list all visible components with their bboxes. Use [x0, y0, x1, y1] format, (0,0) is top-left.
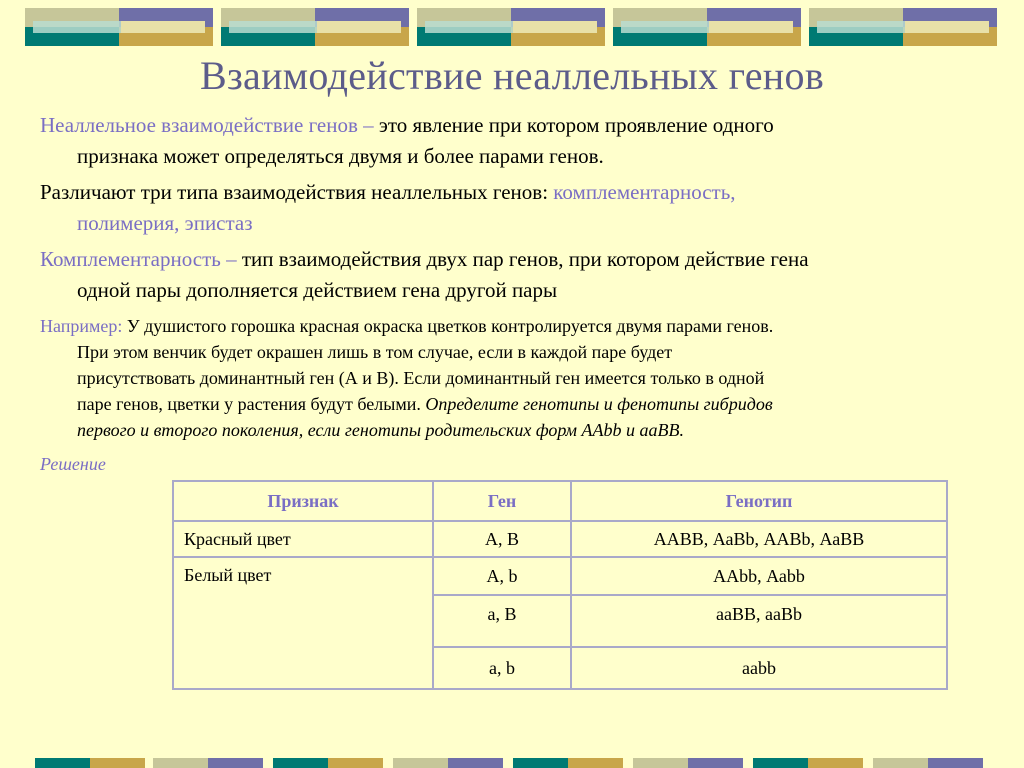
complementarity-text-line1: тип взаимодействия двух пар генов, при котором действие гена	[236, 247, 809, 271]
example-paragraph	[40, 313, 1000, 443]
complementarity-text-line2: одной пары дополняется действием гена другой пары	[77, 278, 558, 302]
types-accent-line2: полимерия, эпистаз	[77, 211, 253, 235]
types-text: Различают три типа взаимодействия неаллельных генов:	[40, 180, 554, 204]
genotype-table	[172, 480, 948, 690]
example-label: Например:	[40, 316, 123, 336]
decor-tile	[221, 8, 409, 46]
types-paragraph	[40, 177, 1000, 239]
definition-term: Неаллельное взаимодействие генов –	[40, 113, 374, 137]
cell-genotype: ааbb	[571, 647, 947, 689]
decor-tile	[809, 8, 997, 46]
complementarity-term: Комплементарность –	[40, 247, 237, 271]
table-header-row	[173, 481, 947, 521]
example-line1: У душистого горошка красная окраска цветков контролируется двумя парами генов.	[122, 316, 774, 336]
complementarity-paragraph	[40, 244, 1000, 306]
header-gene: Ген	[433, 481, 571, 521]
decor-tile	[25, 8, 213, 46]
top-decoration-band	[0, 0, 1024, 50]
example-task-line1: Определите генотипы и фенотипы гибридов	[425, 394, 773, 414]
example-line2: При этом венчик будет окрашен лишь в том случае, если в каждой паре будет	[77, 342, 673, 362]
cell-gene: а, В	[433, 595, 571, 647]
header-genotype: Генотип	[571, 481, 947, 521]
definition-text-line2: признака может определяться двумя и более парами генов.	[77, 144, 604, 168]
cell-genotype: ААВВ, АаВb, ААВb, АаВВ	[571, 521, 947, 557]
decor-tile	[417, 8, 605, 46]
cell-genotype: ААbb, Ааbb	[571, 557, 947, 595]
definition-text-line1: это явление при котором проявление одного	[373, 113, 774, 137]
example-task-line2: первого и второго поколения, если генотипы родительских форм ААbb и ааВВ.	[77, 420, 684, 440]
slide-title: Взаимодействие неаллельных генов	[199, 53, 825, 98]
cell-genotype: ааВВ, ааВb	[571, 595, 947, 647]
cell-trait: Красный цвет	[173, 521, 433, 557]
cell-gene: А, b	[433, 557, 571, 595]
header-trait: Признак	[173, 481, 433, 521]
solution-label: Решение	[40, 454, 106, 474]
table-row	[173, 557, 947, 595]
example-line4: паре генов, цветки у растения будут белыми.	[77, 394, 426, 414]
cell-trait: Белый цвет	[173, 557, 433, 689]
decor-tile	[613, 8, 801, 46]
definition-paragraph	[40, 110, 1000, 172]
cell-gene: а, b	[433, 647, 571, 689]
cell-gene: А, В	[433, 521, 571, 557]
example-line3: присутствовать доминантный ген (А и В). Если доминантный ген имеется только в одной	[77, 368, 765, 388]
types-accent-line1: комплементарность,	[553, 180, 736, 204]
bottom-decoration-band	[0, 758, 1024, 768]
table-row	[173, 521, 947, 557]
